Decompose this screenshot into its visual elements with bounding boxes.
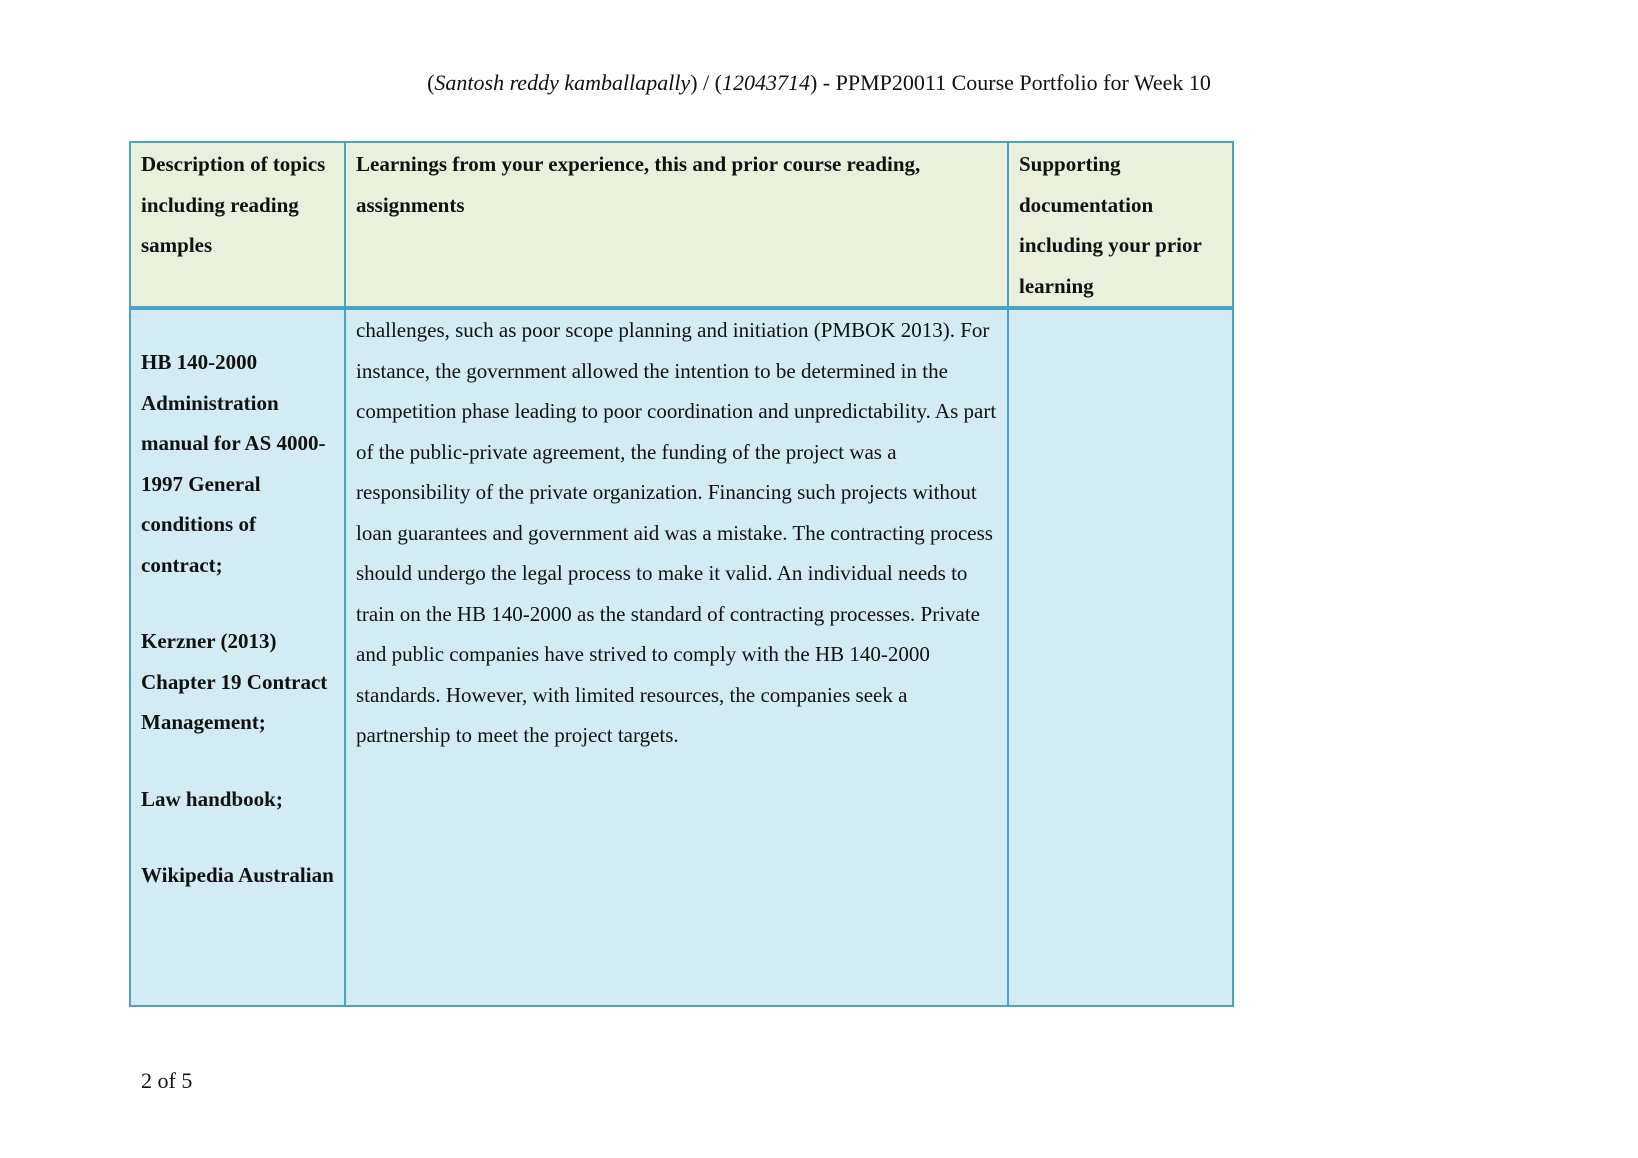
course-title: ) - PPMP20011 Course Portfolio for Week 10: [809, 70, 1211, 95]
table-header-row: [130, 142, 1233, 308]
portfolio-table: [129, 141, 1234, 1007]
topic-item: HB 140-2000 Administration manual for AS 4000-1997 General conditions of contract;: [141, 350, 326, 577]
header-learnings: Learnings from your experience, this and prior course reading, assignments: [345, 142, 1008, 308]
header-topics: Description of topics including reading samples: [130, 142, 345, 308]
page-header: [0, 68, 1638, 98]
header-separator: ) / (: [690, 70, 722, 95]
topic-item: Law handbook;: [141, 786, 283, 811]
student-name: Santosh reddy kamballapally: [434, 70, 691, 95]
topic-item: Wikipedia Australian: [141, 863, 334, 887]
learnings-cell: [345, 308, 1008, 1006]
header-supporting: Supporting documentation including your prior learning: [1008, 142, 1233, 308]
page-number: 2 of 5: [141, 1068, 193, 1093]
topic-item: Kerzner (2013) Chapter 19 Contract Management;: [141, 629, 328, 734]
learnings-text: challenges, such as poor scope planning and initiation (PMBOK 2013). For instance, the government allowed the intention to be determined in the competition phase leading to poor coordination and unpredictability. As part of the public-private agreement, the funding of the project was a responsibility of the private organization. Financing such projects without loan guarantees and government aid was a mistake. The contracting process should undergo the legal process to make it valid. An individual needs to train on the HB 140-2000 as the standard of contracting processes. Private and public companies have strived to comply with the HB 140-2000 standards. However, with limited resources, the companies seek a partnership to meet the project targets.: [356, 318, 997, 747]
header-open-paren: (: [427, 70, 435, 95]
table-row: [130, 308, 1233, 1006]
topics-cell: [130, 308, 345, 1006]
supporting-cell: [1008, 308, 1233, 1006]
student-id: 12043714: [721, 70, 810, 95]
